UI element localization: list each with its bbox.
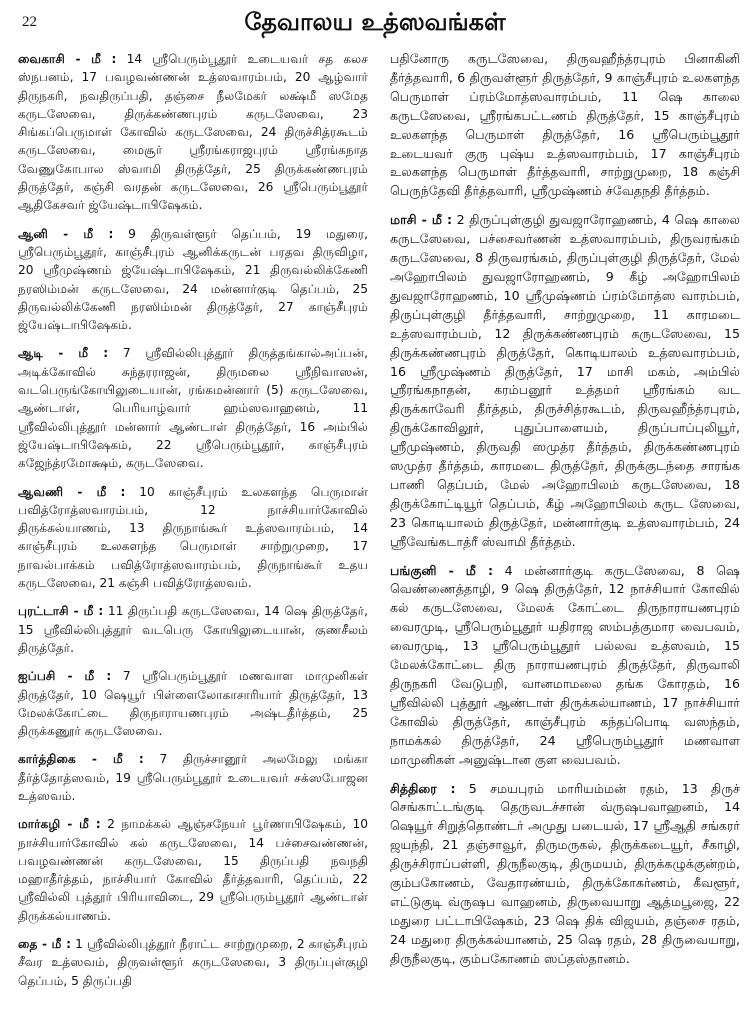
festival-entry	[18, 483, 368, 593]
month-separator: - மீ :	[64, 52, 117, 66]
festival-entry	[390, 562, 740, 770]
festival-text: 9 திருவள்ளூர் தெப்பம், 19 மதுரை, ஸ்ரீபெரும்பூதூர், காஞ்சீபுரம் ஆனிக்கருடன் பரதவ திருவிழா, 20 ஸ்ரீமுஷ்ணம் ஜ்யேஷ்டாபிஷேகம், 21 திருவல்லிக்கேணி நரஸிம்மன் கருடஸேவை, 24 மன்னார்குடி தெப்பம், 25 திருவல்லிக்கேணி நரஸிம்மன் திருத்தேர், 27 காஞ்சீபுரம் ஜ்யேஷ்டாபிஷேகம்.	[18, 226, 368, 333]
festival-text: 2 நாமக்கல் ஆஞ்சநேயர் பூர்ணாபிஷேகம், 10 நாச்சியார்கோவில் கல் கருடஸேவை, 14 பச்சைவண்ணன், பவழவண்ணன் கருடஸேவை, 15 திருப்பதி நவநதி மஹாதீர்த்தம், நாச்சியார் கோவில் தீர்த்தவாரி, தெப்பம், 22 ஸ்ரீவில்லி புத்தூர் பிரியாவிடை, 29 ஸ்ரீபெரும்பூதூர் ஆண்டாள் திருக்கல்யாணம்.	[18, 817, 368, 923]
page-number: 22	[22, 14, 37, 30]
festival-text: 2 திருப்புள்குழி துவஜாரோஹணம், 4 ஷெ காலை கருடஸேவை, பச்சைவர்ணன் உத்ஸவாரம்பம், திருவரங்கம் கருடஸேவை, 8 திருவரங்கம், திருப்புள்குழி திருத்தேர், மேல் அஹோபிலம் துவஜாரோஹணம், 9 கீழ் அஹோபிலம் துவஜாரோஹணம், 10 ஸ்ரீமுஷ்ணம் ப்ரம்மோத்ஸ வாரம்பம், திருப்புள்குழி தீர்த்தவாரி, சாற்றுமுறை, 11 காரமடை உத்ஸவாரம்பம், 12 திருக்கண்ணபுரம் கருடஸேவை, 15 திருக்கண்ணபுரம் திருத்தேர், கொடியாலம் உத்ஸவாரம்பம், 16 ஸ்ரீமுஷ்ணம் திருத்தேர், 17 மாசி மகம், அம்பில் ஸ்ரீரங்கநாதன், கரம்பனூர் உத்தமர் ஸ்ரீரங்கம் வட திருக்காவேரி தீர்த்தம், திருச்சித்ரகூடம், திருவஹீந்த்ரபுரம், திருக்கோவிலூர், புதுப்பாளையம், திருப்பாப்புலியூர், ஸ்ரீமுஷ்ணம், திருவதி ஸமுத்ர தீர்த்தம், திருக்கண்ணபுரம் ஸமுத்ர தீர்த்தம், காரமடை திருத்தேர், திருக்குடந்தை சாரங்க பாணி தெப்பம், மேல் அஹோபிலம் கருடஸேவை, 18 திருக்கோட்டியூர் தெப்பம், கீழ் அஹோபிலம் கருட ஸேவை, 23 கொடியாலம் திருத்தேர், மன்னார்குடி உத்ஸவாரம்பம், 24 ஸ்ரீவேங்கடாத்ரீ ஸ்வாமி தீர்த்தம்.	[390, 212, 740, 549]
festival-entry	[18, 50, 368, 215]
month-separator: - மீ :	[63, 484, 126, 499]
month-separator: - மீ :	[436, 562, 493, 578]
month-heading: தை	[18, 937, 38, 952]
month-heading: மாசி	[390, 212, 417, 228]
month-separator: - மீ :	[416, 212, 453, 228]
month-heading: ஆனி	[18, 226, 48, 241]
month-heading: ஐப்பசி	[18, 669, 56, 684]
festival-entry	[18, 750, 368, 805]
right-column	[390, 50, 740, 979]
festival-text: 7 திருச்சானூர் அலமேலு மங்கா தீர்த்தோத்ஸவம், 19 ஸ்ரீபெரும்பூதூர் உடையவர் சக்ஸபோஜன உத்ஸவம்.	[18, 752, 368, 803]
month-heading: பங்குனி	[390, 562, 437, 578]
page-title: தேவாலய உத்ஸவங்கள்	[244, 8, 506, 36]
festival-text: 7 ஸ்ரீவில்லிபுத்தூர் திருத்தங்கால்அப்பன், அடிக்கோவில் சுந்தரராஜன், திருமலை ஸ்ரீநிவாஸன், வடபெருங்கோயிலுடையான், ரங்கமன்னார் (5) கருடஸேவை, ஆண்டாள், பெரியாழ்வார் ஹம்ஸவாஹனம், 11 ஸ்ரீவில்லிபுத்தூர் மன்னார் ஆண்டாள் திருத்தேர், 16 அம்பில் ஜ்யேஷ்டாபிஷேகம், 22 ஸ்ரீபெரும்பூதூர், காஞ்சீபுரம் கஜேந்த்ரமோக்ஷம், கருடஸேவை.	[18, 346, 368, 471]
festival-text: 4 மன்னார்குடி கருடஸேவை, 8 ஷெ வெண்ணைத்தாழி, 9 ஷெ திருத்தேர், 12 நாச்சியார் கோவில் கல் கருடஸேவை, மேலக் கோட்டை திருநாராயணபுரம் வைரமுடி, ஸ்ரீபெரும்பூதூர் யதிராஜ ஸம்பத்குமார வைபவம், வைரமுடி, 13 ஸ்ரீபெரும்பூதூர் பல்லவ உத்ஸவம், 15 மேலக்கோட்டை திரு நாராயணபுரம் திருத்தேர், திருவாலி திருநகரி வேடுபறி, வானமாமலை தங்க கோரதம், 16 ஸ்ரீவில்லி புத்தூர் ஆண்டாள் திருக்கல்யாணம், 17 நாச்சியார் கோவில் திருத்தேர், காஞ்சீபுரம் கந்தப்பொடி வஸந்தம், நாமக்கல் திருத்தேர், 24 ஸ்ரீபெரும்பூதூர் மணவாள மாமுனிகள் அனுஷ்டான குள வைபவம்.	[390, 562, 740, 767]
festival-entry	[18, 667, 368, 740]
month-heading: வைகாசி	[18, 52, 65, 66]
festival-entry	[18, 815, 368, 925]
festival-entry	[390, 780, 740, 969]
festival-entry	[390, 211, 740, 551]
festival-entry	[390, 50, 740, 201]
month-heading: ஆடி	[18, 346, 44, 361]
left-column	[18, 50, 368, 1000]
month-separator: - மீ :	[48, 226, 114, 241]
month-separator: - மீ :	[37, 937, 71, 952]
festival-text: 7 ஸ்ரீபெரும்பூதூர் மணவாள மாமுனிகள் திருத்தேர், 10 ஷெயூர் பிள்ளைலோகாசாரியார் திருத்தேர், 13 மேலக்கோட்டை திருநாராயணபுரம் அஷ்டதீர்த்தம், 25 திருக்கணூர் கருடஸேவை.	[18, 669, 368, 739]
festival-text: 1 ஸ்ரீவில்லிபுத்தூர் நீராட்ட சாற்றுமுறை, 2 காஞ்சீபுரம் சீவர உத்ஸவம், திருவள்ளூர் கருடஸேவை, 3 திருப்புள்குழி தெப்பம், 5 திருப்பதி	[18, 937, 368, 988]
month-heading: சித்திரை	[390, 780, 437, 796]
festival-entry	[18, 344, 368, 472]
month-separator: - மீ :	[43, 346, 109, 361]
month-heading: கார்த்திகை	[18, 752, 76, 767]
month-separator: :	[436, 780, 456, 796]
month-heading: புரட்டாசி	[18, 604, 69, 619]
month-heading: மார்கழி	[18, 817, 61, 832]
festival-entry	[18, 602, 368, 657]
month-separator: - மீ :	[55, 669, 112, 684]
month-separator: - மீ :	[75, 752, 144, 767]
festival-text: பதினோரு கருடஸேவை, திருவஹீந்த்ரபுரம் பினாகினி தீர்த்தவாரி, 6 திருவள்ளூர் திருத்தேர், 9 காஞ்சீபுரம் உலகளந்த பெருமாள் ப்ரம்மோத்ஸவாரம்பம், 11 ஷெ காலை கருடஸேவை, ஸ்ரீரங்கபட்டணம் திருத்தேர், 15 காஞ்சீபுரம் உலகளந்த பெருமாள் திருத்தேர், 16 ஸ்ரீபெரும்பூதூர் உடையவர் குரு புஷ்ய உத்ஸவாரம்பம், 17 காஞ்சீபுரம் உலகளந்த பெருமாள் தீர்த்தவாரி, சாற்றுமுறை, 18 கஞ்சி பெருந்தேவி தீர்த்தவாரி, ஸ்ரீமுஷ்ணம் ச்வேதநதி தீர்த்தம்.	[390, 51, 740, 199]
festival-text: 14 ஸ்ரீபெரும்பூதூர் உடையவர் சத கலச ஸ்நபனம், 17 பவழவண்ணன் உத்ஸவாரம்பம், 20 ஆழ்வார் திருநகரி, நவதிருப்பதி, தஞ்சை நீலமேகர் லக்ஷ்மீ ஸமேத கருடஸேவை, திருக்கண்ணபுரம் கருடஸேவை, 23 சிங்கப்பெருமாள் கோவில் கருடஸேவை, 24 திருச்சித்ரகூடம் கருடஸேவை, மைசூர் ஸ்ரீரங்கராஜபுரம் ஸ்ரீரங்கநாத வேணுகோபால ஸ்வாமி திருத்தேர், 25 திருக்கண்ணபுரம் திருத்தேர், கஞ்சி வரதன் கருடஸேவை, 26 ஸ்ரீபெரும்பூதூர் ஆதிகேசவர் ஜ்யேஷ்டாபிஷேகம்.	[18, 52, 368, 213]
month-separator: - மீ :	[68, 604, 104, 619]
month-heading: ஆவணி	[18, 484, 64, 499]
festival-text: 10 காஞ்சீபுரம் உலகளந்த பெருமாள் பவித்ரோத்ஸவாரம்பம், 12 நாச்சியார்கோவில் திருக்கல்யாணம், 13 திருநாங்கூர் உத்ஸவாரம்பம், 14 காஞ்சீபுரம் உலகளந்த பெருமாள் சாற்றுமுறை, 17 நாவல்பாக்கம் பவித்ரோத்ஸவாரம்பம், திருநாங்கூர் உதய கருடஸேவை, 21 கஞ்சி பவித்ரோத்ஸவம்.	[18, 484, 368, 591]
festival-text: 11 திருப்பதி கருடஸேவை, 14 ஷெ திருத்தேர், 15 ஸ்ரீவில்லிபுத்தூர் வடபெரு கோயிலுடையான், குணசீலம் திருத்தேர்.	[18, 604, 368, 655]
festival-entry	[18, 935, 368, 990]
festival-text: 5 சமயபுரம் மாரியம்மன் ரதம், 13 திருச் செங்காட்டங்குடி தெருவடச்சான் வ்ருஷபவாஹனம், 14 ஷெயூர் சிறுத்தொண்டர் அமுது படையல், 17 ஸ்ரீஆதி சங்கரர் ஜயந்தி, 21 தஞ்சாவூர், திருமருகல், திருக்கடையூர், சீகாழி, திருச்சிராப்பள்ளி, திருநீலகுடி, திருமயம், திருக்கழுக்குன்றம், கும்பகோணம், வேதாரண்யம், திருக்கோகர்ணம், கீவளூர், எட்டுகுடி வ்ருஷப வாஹனம், திருவையாறு ஆத்மபூஜை, 22 மதுரை பட்டாபிஷேகம், 23 ஷெ திக் விஜயம், தஞ்சை ரதம், 24 மதுரை திருக்கல்யாணம், 25 ஷெ ரதம், 28 திருவையாறு, திருநீலகுடி, கும்பகோணம் ஸப்தஸ்தானம்.	[390, 780, 741, 966]
festival-entry	[18, 225, 368, 335]
month-separator: - மீ :	[60, 817, 101, 832]
